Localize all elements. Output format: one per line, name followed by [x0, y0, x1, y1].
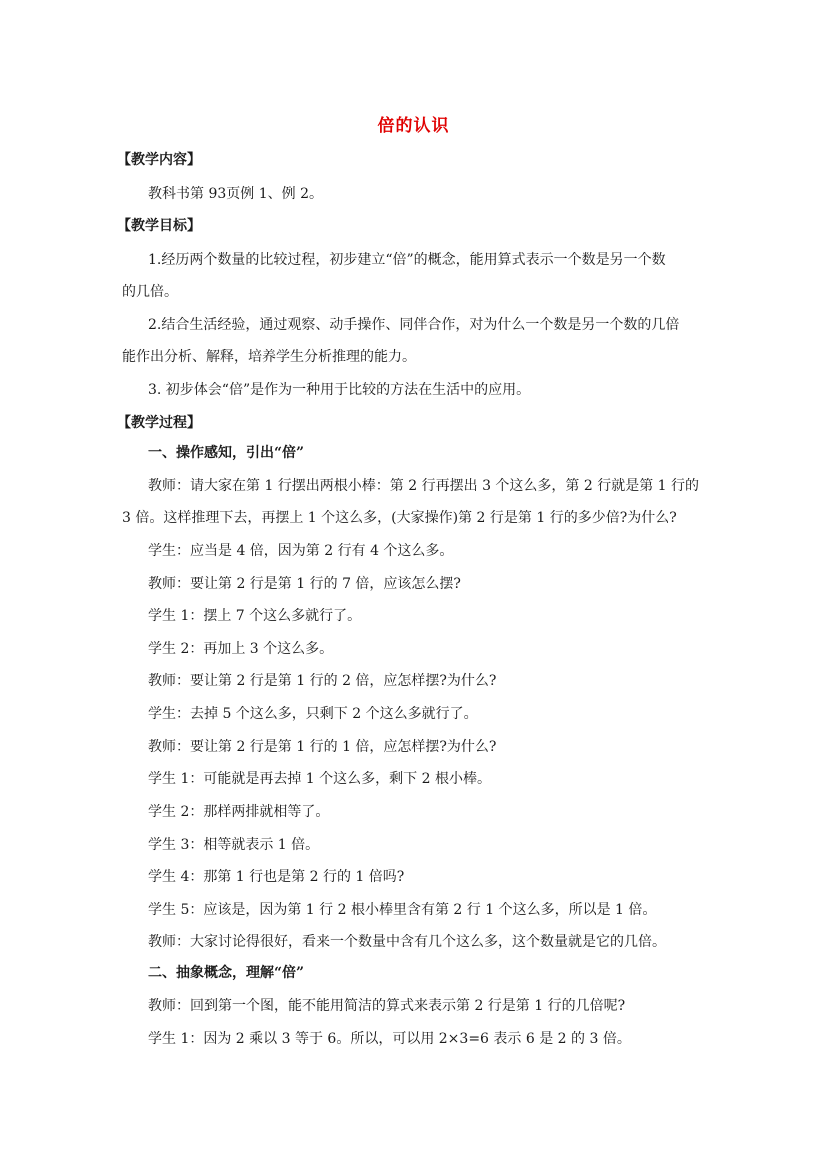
paragraph-line: 教师：要让第 2 行是第 1 行的 7 倍，应该怎么摆? [148, 576, 461, 592]
paragraph-line: 学生 4：那第 1 行也是第 2 行的 1 倍吗? [148, 869, 405, 885]
paragraph-line: 教科书第 93页例 1、例 2。 [148, 186, 323, 202]
paragraph-line: 学生 1：摆上 7 个这么多就行了。 [148, 608, 362, 624]
paragraph-line: 教师：要让第 2 行是第 1 行的 1 倍，应怎样摆?为什么? [148, 739, 497, 755]
section-heading: 【教学目标】 [117, 218, 201, 234]
paragraph-line: 学生 1：可能就是再去掉 1 个这么多，剩下 2 根小棒。 [148, 771, 491, 787]
paragraph-line: 学生 1：因为 2 乘以 3 等于 6。所以，可以用 2×3=6 表示 6 是 2 的 3 倍。 [148, 1031, 631, 1047]
paragraph-line: 2.结合生活经验，通过观察、动手操作、同伴合作，对为什么一个数是另一个数的几倍 [148, 317, 680, 333]
subsection-heading: 二、抽象概念，理解“倍” [148, 965, 305, 981]
paragraph-line: 教师：请大家在第 1 行摆出两根小棒：第 2 行再摆出 3 个这么多，第 2 行就是第 1 行的 [148, 478, 700, 494]
paragraph-line: 学生：应当是 4 倍，因为第 2 行有 4 个这么多。 [148, 543, 454, 559]
paragraph-line: 3. 初步体会“倍”是作为一种用于比较的方法在生活中的应用。 [148, 382, 531, 398]
paragraph-line: 能作出分析、解释，培养学生分析推理的能力。 [122, 349, 416, 365]
section-heading: 【教学内容】 [117, 152, 201, 168]
paragraph-line: 学生 3：相等就表示 1 倍。 [148, 837, 320, 853]
paragraph-line: 1.经历两个数量的比较过程，初步建立“倍”的概念，能用算式表示一个数是另一个数 [148, 252, 666, 268]
paragraph-line: 学生 2：再加上 3 个这么多。 [148, 641, 334, 657]
paragraph-line: 的几倍。 [122, 284, 178, 300]
paragraph-line: 教师：要让第 2 行是第 1 行的 2 倍，应怎样摆?为什么? [148, 673, 497, 689]
paragraph-line: 学生 5：应该是，因为第 1 行 2 根小棒里含有第 2 行 1 个这么多，所以是 1 倍。 [148, 902, 657, 918]
paragraph-line: 3 倍。这样推理下去，再摆上 1 个这么多，(大家操作)第 2 行是第 1 行的多少倍?为什么? [122, 510, 677, 526]
paragraph-line: 教师：大家讨论得很好，看来一个数量中含有几个这么多，这个数量就是它的几倍。 [148, 934, 666, 950]
paragraph-line: 学生：去掉 5 个这么多，只剩下 2 个这么多就行了。 [148, 706, 478, 722]
document-title: 倍的认识 [377, 116, 450, 136]
paragraph-line: 学生 2：那样两排就相等了。 [148, 804, 330, 820]
subsection-heading: 一、操作感知，引出“倍” [148, 445, 305, 461]
section-heading: 【教学过程】 [117, 415, 201, 431]
paragraph-line: 教师：回到第一个图，能不能用简洁的算式来表示第 2 行是第 1 行的几倍呢? [148, 998, 626, 1014]
